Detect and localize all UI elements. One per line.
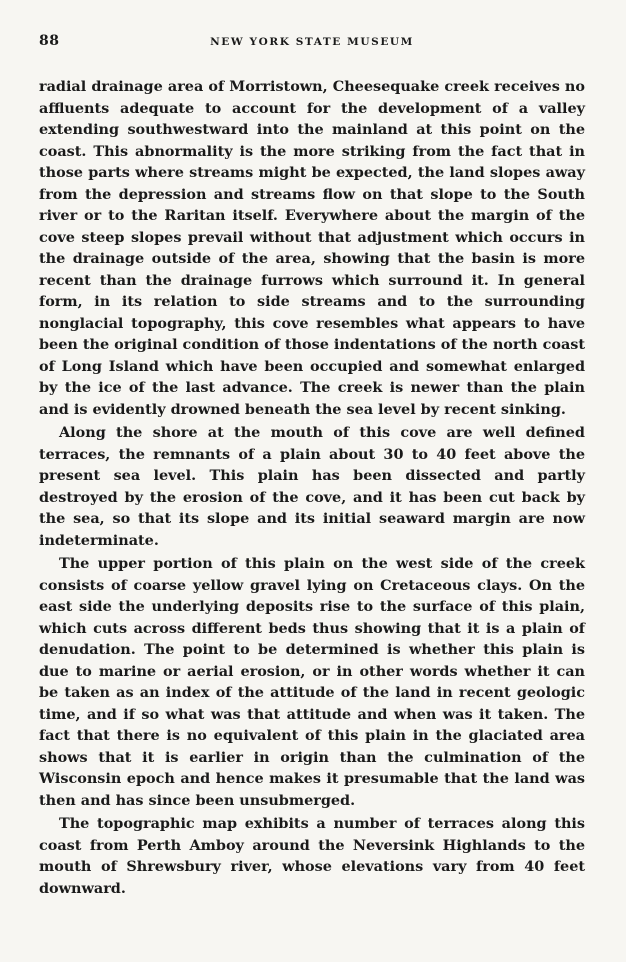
paragraph: The upper portion of this plain on the west side of the creek consists of coarse yellow gravel lying on Cretaceous clays. On the east side the underlying deposits rise to the surface of this plain, which cuts across different beds thus showing that it is a plain of denudation. The point to be determined is whether this plain is due to marine or aerial erosion, or in other words whether it can be taken as an index of the attitude of the land in recent geologic time, and if so what was that attitude and when was it taken. The fact that there is no equivalent of this plain in the glaciated area shows that it is earlier in origin than the culmination of the Wisconsin epoch and hence makes it presumable that the land was then and has since been unsubmerged.	[39, 555, 585, 809]
paragraph: Along the shore at the mouth of this cove are well defined terraces, the remnants of a plain about 30 to 40 feet above the present sea level. This plain has been dissected and partly destroyed by the erosion of the cove, and it has been cut back by the sea, so that its slope and its initial seaward margin are now indeterminate.	[39, 424, 585, 549]
paragraph-continued: radial drainage area of Morristown, Cheesequake creek receives no affluents adequate to account for the development of a valley extending southwestward into the mainland at this point on the coast. This abnormality is the more striking from the fact that in those parts where streams might be expected, the land slopes away from the depression and streams flow on that slope to the South river or to the Raritan itself. Everywhere about the margin of the cove steep slopes prevail without that adjustment which occurs in the drainage outside of the area, showing that the basin is more recent than the drainage furrows which surround it. In general form, in its relation to side streams and to the surrounding nonglacial topography, this cove resembles what appears to have been the original condition of those indentations of the north coast of Long Island which have been occupied and somewhat enlarged by the ice of the last advance. The creek is newer than the plain and is evidently drowned beneath the sea level by recent sinking.	[39, 78, 586, 418]
running-head: NEW YORK STATE MUSEUM	[210, 36, 414, 48]
body-text	[39, 76, 585, 899]
page-header	[39, 33, 585, 55]
book-page	[39, 33, 585, 901]
paragraph: The topographic map exhibits a number of terraces along this coast from Perth Amboy around the Neversink Highlands to the mouth of Shrewsbury river, whose elevations vary from 40 feet downward.	[39, 815, 585, 897]
page-number: 88	[39, 33, 60, 49]
